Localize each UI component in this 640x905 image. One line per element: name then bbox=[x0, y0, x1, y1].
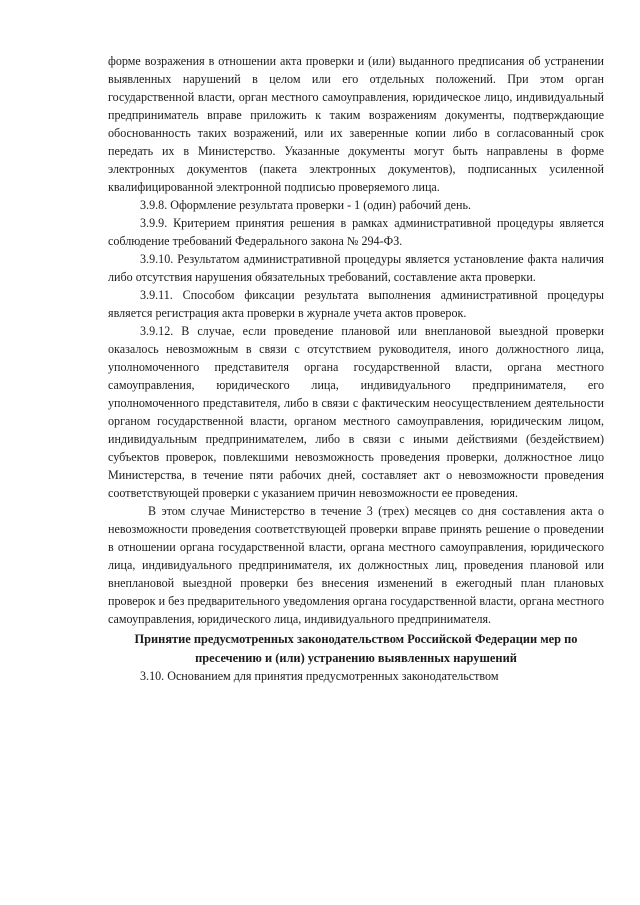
paragraph-3-9-11: 3.9.11. Способом фиксации результата выполнения административной процедуры является регистрация акта проверки в журнале учета актов проверок. bbox=[108, 288, 604, 320]
document-body-continued bbox=[108, 667, 604, 685]
paragraph-3-9-9: 3.9.9. Критерием принятия решения в рамках административной процедуры является соблюдение требований Федерального закона № 294-ФЗ. bbox=[108, 216, 604, 248]
paragraph-objection-continuation: форме возражения в отношении акта проверки и (или) выданного предписания об устранении выявленных нарушений в целом или его отдельных положений. При этом орган государственной власти, орган местного самоуправления, юридическое лицо, индивидуальный предприниматель вправе приложить к таким возражениям документы, подтверждающие обоснованность таких возражений, или их заверенные копии либо в согласованный срок передать их в Министерство. Указанные документы могут быть направлены в форме электронных документов (пакета электронных документов), подписанных усиленной квалифицированной электронной подписью проверяемого лица. bbox=[108, 54, 604, 194]
paragraph-ministry-decision: В этом случае Министерство в течение 3 (трех) месяцев со дня составления акта о невозможности проведения соответствующей проверки вправе принять решение о проведении в отношении органа государственной власти, органа местного самоуправления, юридического лица, индивидуального предпринимателя, их должностных лиц, проведения плановой или внеплановой выездной проверки без внесения изменений в ежегодный план плановых проверок и без предварительного уведомления органа государственной власти, органа местного самоуправления, юридического лица, индивидуального предпринимателя. bbox=[108, 504, 604, 626]
paragraph-3-10: 3.10. Основанием для принятия предусмотренных законодательством bbox=[140, 669, 499, 683]
document-body bbox=[108, 52, 604, 628]
paragraph-3-9-10: 3.9.10. Результатом административной процедуры является установление факта наличия либо отсутствия нарушения обязательных требований, составление акта проверки. bbox=[108, 252, 604, 284]
section-heading: Принятие предусмотренных законодательством Российской Федерации мер по пресечению и (или) устранению выявленных нарушений bbox=[134, 632, 578, 665]
paragraph-3-9-8: 3.9.8. Оформление результата проверки - 1 (один) рабочий день. bbox=[140, 198, 471, 212]
paragraph-3-9-12: 3.9.12. В случае, если проведение плановой или внеплановой выездной проверки оказалось невозможным в связи с отсутствием руководителя, иного должностного лица, уполномоченного представителя органа государственной власти, органа местного самоуправления, юридического лица, индивидуального предпринимателя, его уполномоченного представителя, либо в связи с фактическим неосуществлением деятельности органом государственной власти, органом местного самоуправления, юридическим лицом, индивидуальным предпринимателем, либо в связи с иными действиями (бездействием) субъектов проверок, повлекшими невозможность проведения проверки, должностное лицо Министерства, в течение пяти рабочих дней, составляет акт о невозможности проведения соответствующей проверки с указанием причин невозможности ее проведения. bbox=[108, 324, 604, 500]
